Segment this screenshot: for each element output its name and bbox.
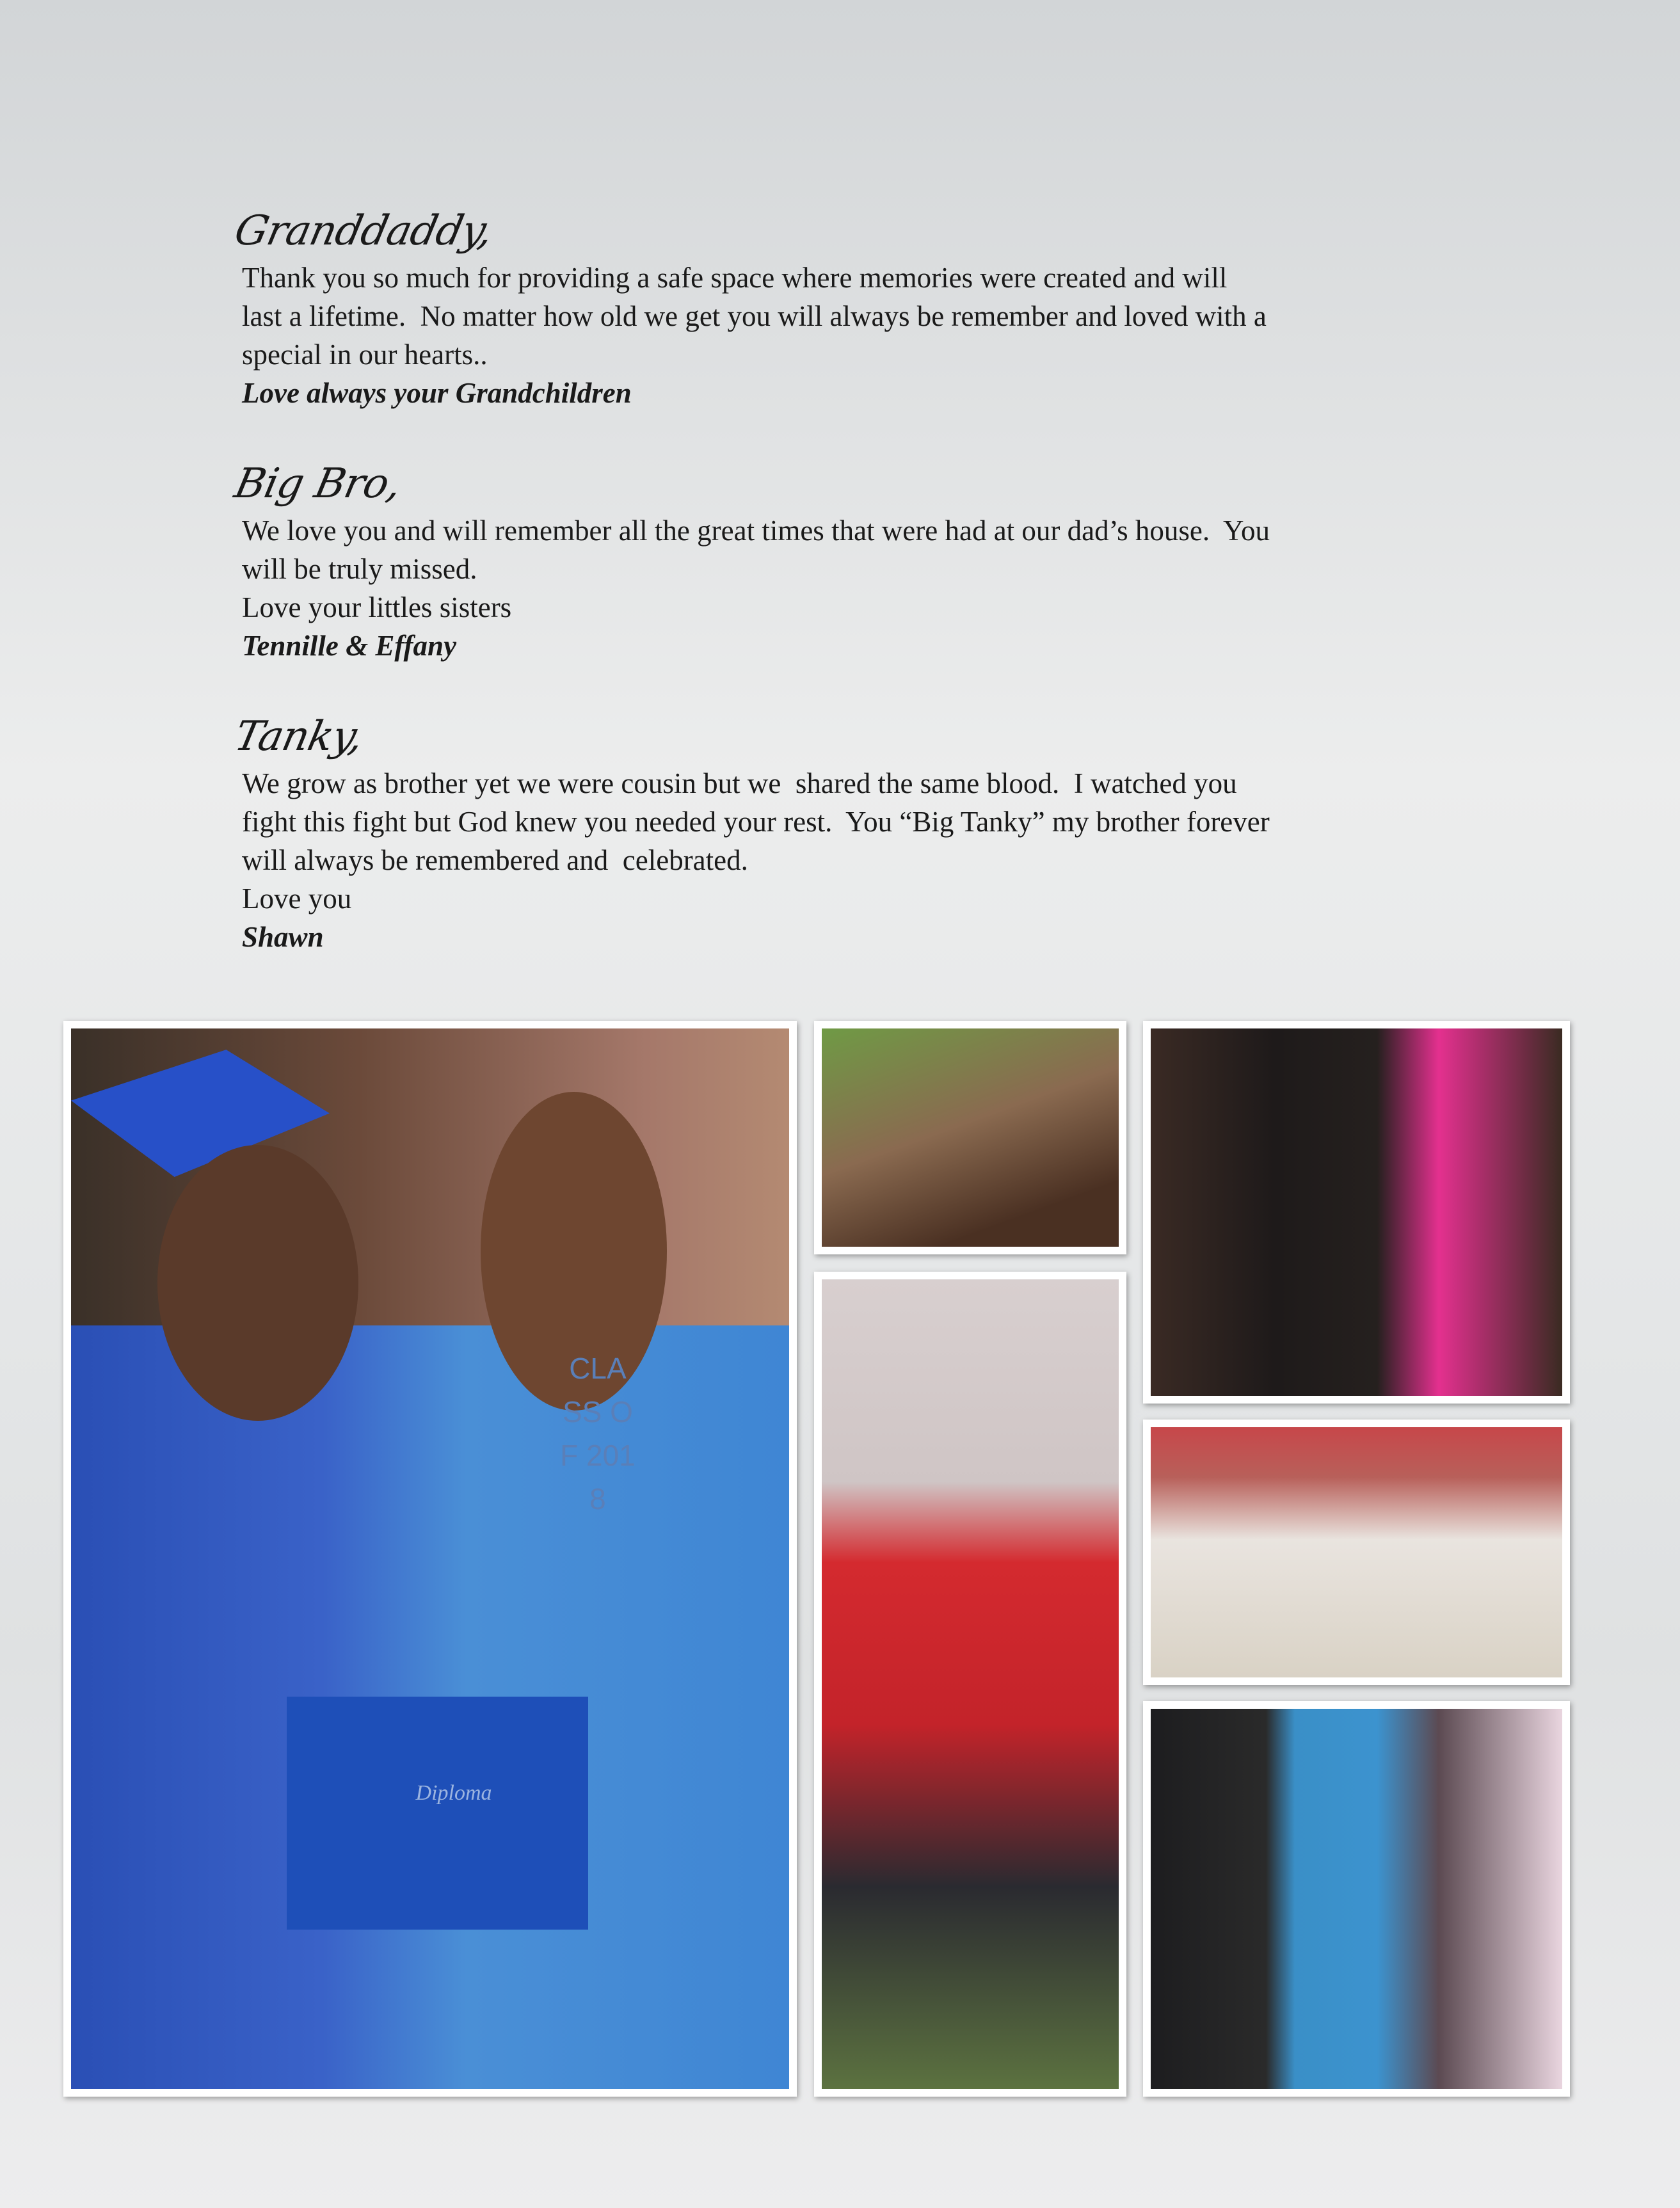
photo-couple-kiss [814,1272,1126,2097]
message-line: Thank you so much for providing a safe space where memories were created and will [242,262,1228,294]
message-granddaddy [230,204,1458,412]
photo-family-white [1143,1420,1570,1685]
diploma-text: Diploma [415,1781,492,1805]
photo-graduation [63,1021,797,2097]
message-line: fight this fight but God knew you needed your rest. You “Big Tanky” my brother forever [242,806,1270,838]
photo-family-baby [1143,1701,1570,2097]
message-signature: Tennille & Effany [242,630,457,662]
message-heading: Tanky, [230,713,367,760]
stole-text: CLASS OF 2018 [560,1352,636,1516]
message-line: last a lifetime. No matter how old we get you will always be remember and loved with a [242,300,1267,332]
message-line: Love you [242,883,352,915]
message-line: will always be remembered and celebrated. [242,844,748,876]
message-tanky [230,709,1458,956]
message-heading: Granddaddy, [230,207,497,255]
message-heading: Big Bro, [230,460,406,508]
message-signature: Love always your Grandchildren [242,377,632,409]
message-line: We love you and will remember all the great times that were had at our dad’s house. You [242,515,1270,547]
message-line: special in our hearts.. [242,339,488,371]
photo-group-indoor [1143,1021,1570,1404]
message-line: will be truly missed. [242,553,477,585]
photo-selfie [814,1021,1126,1254]
message-signature: Shawn [242,921,324,953]
message-line: Love your littles sisters [242,591,512,623]
message-line: We grow as brother yet we were cousin but we shared the same blood. I watched you [242,767,1237,799]
message-big-bro [230,456,1458,665]
